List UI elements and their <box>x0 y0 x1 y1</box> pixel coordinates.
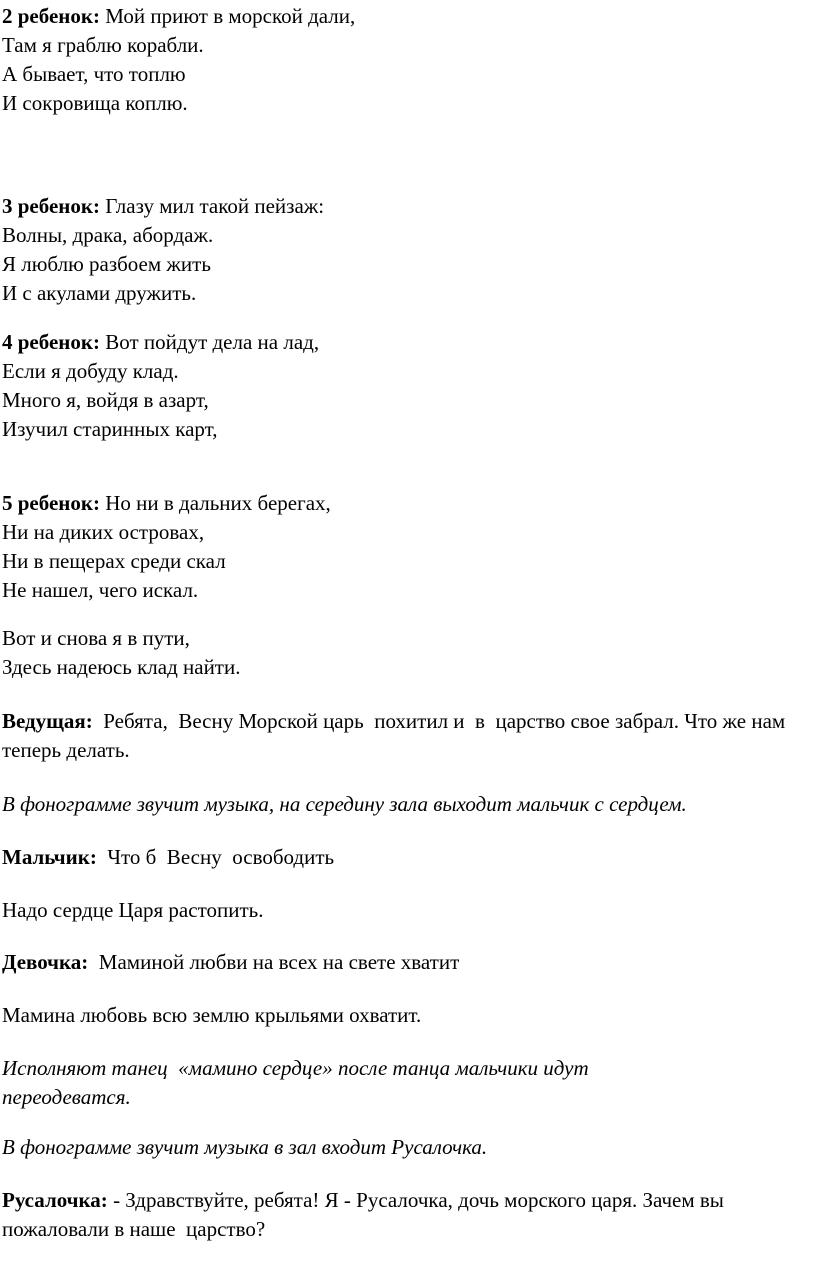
verse-line: И с акулами дружить. <box>2 281 197 305</box>
stanza-3-first-line <box>2 192 814 221</box>
stanza-5-first-line <box>2 489 814 518</box>
stage-direction-2 <box>2 1054 702 1112</box>
verse-text: Вот пойдут дела на лад, <box>100 330 320 354</box>
dialogue-text: Мамина любовь всю землю крыльями охватит. <box>2 1003 422 1027</box>
girl-line-2 <box>2 1001 814 1030</box>
host-paragraph <box>2 707 814 765</box>
verse-text: Мой приют в морской дали, <box>100 4 356 28</box>
verse-text: Но ни в дальних берегах, <box>100 491 331 515</box>
boy-paragraph <box>2 843 814 872</box>
girl-paragraph <box>2 948 814 977</box>
verse-line: Здесь надеюсь клад найти. <box>2 655 241 679</box>
girl-line <box>2 948 814 977</box>
stage-direction-text: Исполняют танец «мамино сердце» после танца мальчики идут переодеватся. <box>2 1056 594 1109</box>
verse-line: А бывает, что топлю <box>2 62 186 86</box>
verse-line: Если я добуду клад. <box>2 359 179 383</box>
speaker-label: Ведущая: <box>2 709 93 733</box>
speaker-label: Русалочка: <box>2 1188 108 1212</box>
verse-line: Вот и снова я в пути, <box>2 626 190 650</box>
verse-line: Я люблю разбоем жить <box>2 252 211 276</box>
speaker-label: 5 ребенок: <box>2 491 100 515</box>
dialogue-text: - Здравствуйте, ребята! Я - Русалочка, дочь морского царя. Зачем вы пожаловали в наше царство? <box>2 1188 730 1241</box>
verse-line: Ни в пещерах среди скал <box>2 549 226 573</box>
stanza-2-first-line <box>2 2 814 31</box>
dialogue-text: Что б Весну освободить <box>96 845 335 869</box>
verse-line: Изучил старинных карт, <box>2 417 218 441</box>
verse-line: Там я граблю корабли. <box>2 33 204 57</box>
stanza-4-first-line <box>2 328 814 357</box>
verse-line: Волны, драка, абордаж. <box>2 223 214 247</box>
verse-line: Много я, войдя в азарт, <box>2 388 209 412</box>
stanza-5 <box>2 489 814 605</box>
speaker-label: 3 ребенок: <box>2 194 100 218</box>
dialogue-text: Ребята, Весну Морской царь похитил и в царство свое забрал. Что же нам теперь делать. <box>2 709 791 762</box>
speaker-label: 4 ребенок: <box>2 330 100 354</box>
speaker-label: Девочка: <box>2 950 89 974</box>
stage-direction-text: В фонограмме звучит музыка в зал входит Русалочка. <box>2 1135 488 1159</box>
boy-line <box>2 843 814 872</box>
speaker-label: Мальчик: <box>2 845 97 869</box>
host-line <box>2 707 814 765</box>
verse-line: Ни на диких островах, <box>2 520 205 544</box>
verse-text: Глазу мил такой пейзаж: <box>100 194 325 218</box>
dialogue-text: Маминой любви на всех на свете хватит <box>88 950 460 974</box>
stage-direction-3 <box>2 1133 814 1162</box>
dialogue-text: Надо сердце Царя растопить. <box>2 898 264 922</box>
verse-line: И сокровища коплю. <box>2 91 188 115</box>
mermaid-line <box>2 1186 814 1244</box>
mermaid-paragraph <box>2 1186 814 1244</box>
verse-line: Не нашел, чего искал. <box>2 578 199 602</box>
stanza-4 <box>2 328 814 444</box>
stanza-3 <box>2 192 814 308</box>
stanza-6 <box>2 624 814 682</box>
stage-direction-1 <box>2 790 814 819</box>
stanza-2 <box>2 2 814 118</box>
boy-line-2 <box>2 896 814 925</box>
stage-direction-text: В фонограмме звучит музыка, на середину зала выходит мальчик с сердцем. <box>2 792 687 816</box>
speaker-label: 2 ребенок: <box>2 4 100 28</box>
